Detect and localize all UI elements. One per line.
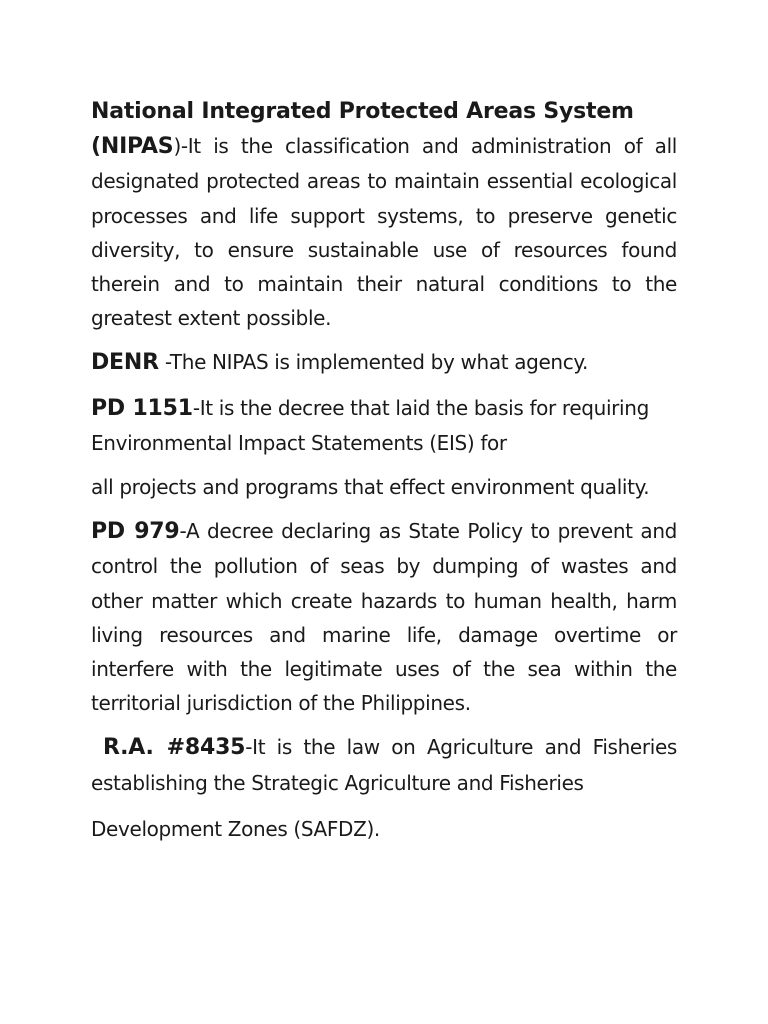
nipas-term-line2: (NIPAS [91,134,174,160]
ra8435-paragraph [91,730,677,799]
ra8435-definition: -It is the law on Agriculture and Fisheries establishing the Strategic Agriculture and Fisheries [91,735,677,795]
nipas-paragraph [91,94,677,335]
pd1151-definition: -It is the decree that laid the basis for requiring Environmental Impact Statements (EIS) for [91,395,649,455]
pd1151-term: PD 1151 [91,395,193,421]
ra8435-continuation [91,812,677,846]
pd1151-continuation-text: all projects and programs that effect environment quality. [91,475,650,500]
denr-definition: -The NIPAS is implemented by what agency. [158,350,589,375]
pd979-term: PD 979 [91,519,180,545]
pd979-paragraph [91,514,677,720]
ra8435-continuation-text: Development Zones (SAFDZ). [91,816,380,841]
pd979-definition: -A decree declaring as State Policy to prevent and control the pollution of seas by dumping of wastes and other matter which create hazards to human health, harm living resources and marine life, damage overtime or interfere with the legitimate uses of the sea within the territorial jurisdiction of the Philippines. [91,519,677,716]
nipas-definition: )-It is the classification and administration of all designated protected areas to maintain essential ecological processes and life support systems, to preserve genetic diversity, to ensure sustainable use of resources found therein and to maintain their natural conditions to the greatest extent possible. [91,134,677,331]
pd1151-continuation [91,470,677,504]
nipas-term-line1: National Integrated Protected Areas System [91,99,634,124]
pd1151-paragraph [91,391,677,460]
document-page [91,94,677,846]
denr-term: DENR [91,350,159,376]
ra8435-term: R.A. #8435 [103,735,246,761]
denr-paragraph [91,345,677,380]
